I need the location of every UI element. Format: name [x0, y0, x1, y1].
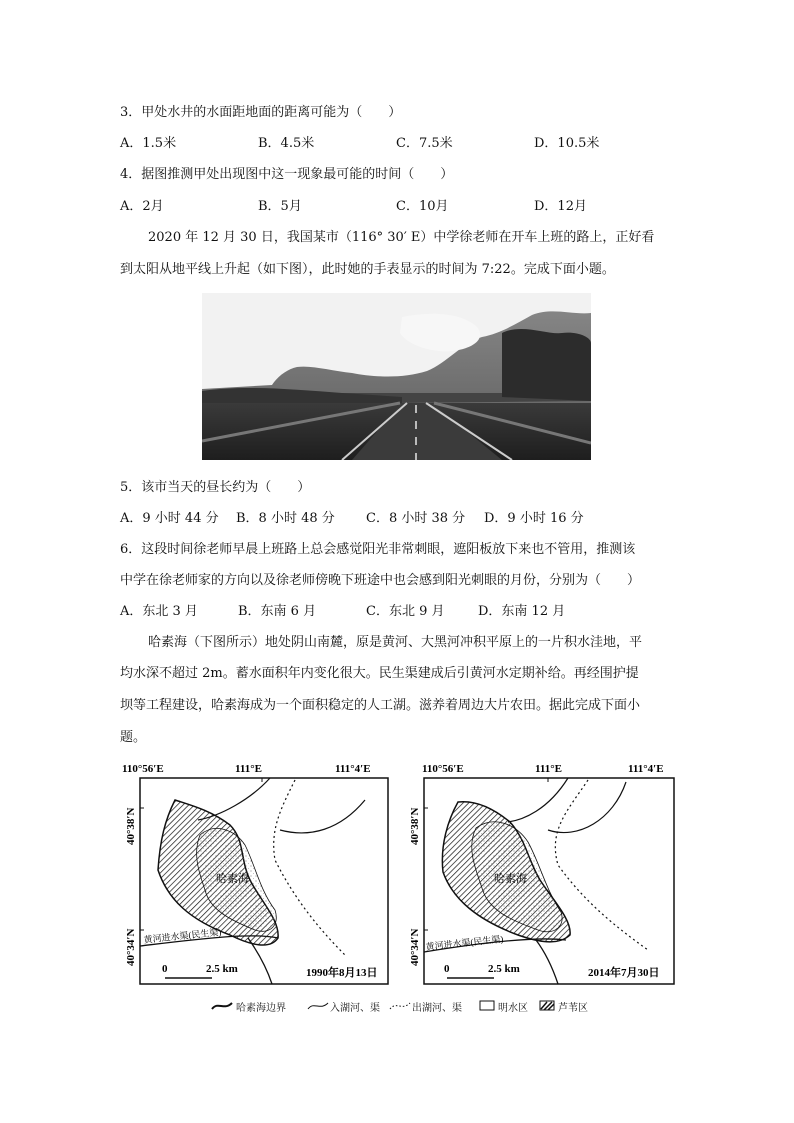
question-4-stem: 4．据图推测甲处出现图中这一现象最可能的时间（ ） [120, 167, 454, 182]
lake-label: 哈素海 [494, 873, 527, 885]
outflow-legend-symbol [390, 1003, 410, 1009]
q3-option-d: D．10.5米 [534, 136, 600, 151]
lon-label-3: 111°4′E [335, 763, 371, 775]
passage1-line2: 到太阳从地平线上升起（如下图），此时她的手表显示的时间为 7:22。完成下面小题。 [120, 262, 615, 277]
boundary-legend-symbol [212, 1003, 232, 1009]
q4-option-d: D．12月 [534, 199, 587, 214]
passage2-line1: 哈素海（下图所示）地处阴山南麓，原是黄河、大黑河冲积平原上的一片积水洼地，平 [148, 635, 643, 650]
legend-open-water: 明水区 [498, 1003, 528, 1014]
q3-option-b: B．4.5米 [258, 136, 315, 151]
question-6-stem-line1: 6．这段时间徐老师早晨上班路上总会感觉阳光非常刺眼，遮阳板放下来也不管用，推测该 [120, 542, 636, 557]
map-2014 [398, 760, 678, 988]
q6-option-a: A．东北 3 月 [120, 604, 198, 619]
scale-zero: 0 [162, 963, 168, 975]
lon-label-3: 111°4′E [628, 763, 664, 775]
canal-label: 黄河进水渠(民生渠) [425, 933, 504, 952]
legend-reed: 芦苇区 [558, 1003, 588, 1014]
map-date: 1990年8月13日 [306, 967, 378, 979]
lon-label-2: 111°E [235, 763, 263, 775]
legend-boundary: 哈素海边界 [236, 1003, 286, 1014]
q5-option-a: A．9 小时 44 分 [120, 511, 219, 526]
lon-label-1: 110°56′E [122, 763, 164, 775]
map-1990 [120, 760, 392, 988]
q5-option-b: B．8 小时 48 分 [236, 511, 335, 526]
sunrise-road-photo [202, 293, 591, 460]
inflow-legend-symbol [308, 1003, 328, 1009]
lat-label-1: 40°38′N [409, 807, 421, 845]
canal-label: 黄河进水渠(民生渠) [143, 926, 222, 945]
q6-option-b: B．东南 6 月 [238, 604, 317, 619]
passage2-line4: 题。 [120, 730, 147, 745]
question-3-stem: 3．甲处水井的水面距地面的距离可能为（ ） [120, 105, 402, 120]
open-water-legend-symbol [480, 1001, 494, 1010]
lake-label: 哈素海 [216, 873, 249, 885]
q4-option-b: B．5月 [258, 199, 302, 214]
question-6-stem-line2: 中学在徐老师家的方向以及徐老师傍晚下班途中也会感到阳光刺眼的月份，分别为（ ） [120, 573, 641, 588]
legend-inflow: 入湖河、渠 [330, 1003, 380, 1014]
lon-label-2: 111°E [535, 763, 563, 775]
q5-option-c: C．8 小时 38 分 [366, 511, 466, 526]
map-date: 2014年7月30日 [588, 967, 660, 979]
scale-text: 2.5 km [488, 963, 520, 975]
map-legend [210, 997, 610, 1015]
question-5-stem: 5．该市当天的昼长约为（ ） [120, 480, 311, 495]
passage2-line2: 均水深不超过 2m。蓄水面积年内变化很大。民生渠建成后引黄河水定期补给。再经围护提 [120, 666, 639, 681]
q6-option-d: D．东南 12 月 [478, 604, 566, 619]
q5-option-d: D．9 小时 16 分 [484, 511, 584, 526]
q4-option-c: C．10月 [396, 199, 449, 214]
lat-label-1: 40°38′N [125, 807, 137, 845]
q4-option-a: A．2月 [120, 199, 164, 214]
scale-text: 2.5 km [206, 963, 238, 975]
scale-zero: 0 [444, 963, 450, 975]
passage1-line1: 2020 年 12 月 30 日，我国某市（116° 30′ E）中学徐老师在开车上班的路上，正好看 [148, 230, 655, 245]
legend-outflow: 出湖河、渠 [412, 1003, 462, 1014]
passage2-line3: 坝等工程建设，哈素海成为一个面积稳定的人工湖。滋养着周边大片农田。据此完成下面小 [120, 698, 641, 713]
q6-option-c: C．东北 9 月 [366, 604, 445, 619]
q3-option-a: A．1.5米 [120, 136, 177, 151]
lat-label-2: 40°34′N [125, 928, 137, 966]
lon-label-1: 110°56′E [422, 763, 464, 775]
q3-option-c: C．7.5米 [396, 136, 453, 151]
lat-label-2: 40°34′N [409, 928, 421, 966]
